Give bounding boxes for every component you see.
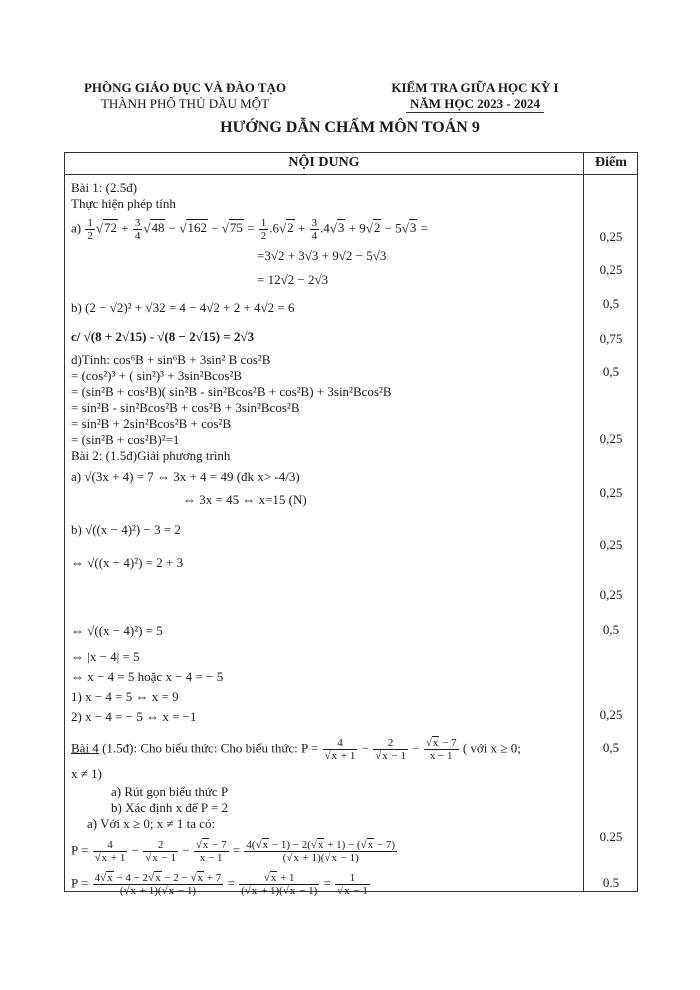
score-value: 0,5 [602, 296, 620, 311]
part-a-line-1: a) $\frac{1}{2}$ √72 + $\frac{3}{4}$ √48 − √162 − √75 = $\frac{1}{2}$ .6√2 + $\frac{3}{4}$ .4√3 + 9√2 − 5√3 = [71, 217, 428, 242]
eq-a-line-1: a) √(3x + 4) = 7 ⇔ 3x + 4 = 49 (đk x> -4/3) [71, 469, 300, 484]
score-value: 0.5 [602, 875, 620, 890]
eq-b-line-3: ⇔ √((x − 4)²) = 5 [71, 623, 163, 638]
task-b: b) Xác định x để P = 2 [111, 800, 228, 815]
school-year: NĂM HỌC 2023 - 2024 [406, 96, 544, 113]
problem-4-statement: Bài 4 (1.5đ): Cho biểu thức: Cho biểu thức: P = $\frac{4}{√x + 1}$ − $\frac{2}{√x - 1}$ − $\frac{√x - 7}{x - 1}$ ( với x ≥ 0; [71, 737, 521, 762]
part-a-line-2: =3√2 + 3√3 + 9√2 − 5√3 [257, 248, 387, 263]
eq-a-line-2: ⇔ 3x = 45 ⇔ x=15 (N) [183, 492, 307, 507]
p-label-2: P = [71, 875, 89, 891]
part-d-line-6: = (sin²B + cos²B)²=1 [71, 432, 180, 447]
p-label: P = [71, 842, 89, 858]
part-d-line-1: d)Tính: cos⁶B + sin⁶B + 3sin² B cos²B [71, 352, 271, 367]
exam-name: KIỂM TRA GIỮA HỌC KỲ I [391, 80, 559, 95]
problem-1-instruction: Thực hiện phép tính [71, 196, 176, 211]
problem-4-condition: ( với x ≥ 0; [462, 740, 521, 756]
solution-intro: a) Với x ≥ 0; x ≠ 1 ta có: [87, 816, 216, 831]
eq-b-line-2: ⇔ √((x − 4)²) = 2 + 3 [71, 555, 184, 570]
eq-b-line-4: ⇔ |x − 4| = 5 [71, 649, 140, 664]
header-divider [65, 174, 637, 175]
solution-step-1: P = $\frac{4}{√x + 1}$ − $\frac{2}{√x - 1}$ − $\frac{√x - 7}{x - 1}$ = $\frac{4(√x - 1) - 2(√x + 1) - (√x - 7)}{(√x + 1)(√x - 1)}$ [71, 839, 396, 864]
score-value: 0,25 [599, 707, 623, 722]
score-value: 0,25 [599, 587, 623, 602]
score-value: 0,5 [602, 364, 620, 379]
page-title: HƯỚNG DẪN CHẤM MÔN TOÁN 9 [220, 119, 480, 136]
problem-4-condition-cont: x ≠ 1) [71, 766, 102, 781]
score-value: 0,75 [599, 331, 623, 346]
part-d-line-2: = (cos²)³ + ( sin²)³ + 3sin²Bcos²B [71, 368, 243, 383]
problem-1-heading: Bài 1: (2.5đ) [71, 180, 138, 195]
score-value: 0.25 [599, 829, 623, 844]
problem-4-text: (1.5đ): Cho biểu thức: Cho biểu thức: P = [98, 740, 319, 756]
header-left [70, 80, 300, 112]
part-d-line-5: = sin²B + 2sin²Bcos²B + cos²B [71, 416, 232, 431]
solution-step-2: P = $\frac{4√x - 4 - 2√x - 2 - √x + 7}{(√x + 1)(√x - 1)}$ = $\frac{√x + 1}{(√x + 1)(√x - 1)}$ = $\frac{1}{√x - 1}$ [71, 872, 368, 897]
score-value: 0,25 [599, 537, 623, 552]
problem-2-heading: Bài 2: (1.5đ)Giải phương trình [71, 448, 231, 463]
part-b-line: b) (2 − √2)² + √32 = 4 − 4√2 + 2 + 4√2 = 6 [71, 300, 295, 315]
department-name: PHÒNG GIÁO DỤC VÀ ĐÀO TẠO [83, 80, 287, 95]
eq-b-line-6: 1) x − 4 = 5 ⇔ x = 9 [71, 689, 179, 704]
eq-b-line-5: ⇔ x − 4 = 5 hoặc x − 4 = − 5 [71, 669, 224, 684]
column-header-content: NỘI DUNG [288, 155, 360, 170]
part-d-line-4: = sin²B - sin²Bcos²B + cos²B + 3sin²Bcos²B [71, 400, 300, 415]
part-a-label: a) [71, 220, 82, 236]
problem-4-label: Bài 4 [71, 740, 99, 756]
header-right [360, 80, 590, 113]
score-value: 0,5 [602, 622, 620, 637]
task-a: a) Rút gọn biểu thức P [111, 784, 229, 799]
part-d-line-3: = (sin²B + cos²B)( sin²B - sin²Bcos²B + cos²B) + 3sin²Bcos²B [71, 384, 392, 399]
city-name: THÀNH PHỐ THỦ DẦU MỘT [100, 96, 270, 111]
score-column [583, 177, 639, 890]
part-c-line: c/ √(8 + 2√15) - √(8 − 2√15) = 2√3 [71, 329, 255, 344]
eq-b-line-7: 2) x − 4 = − 5 ⇔ x = −1 [71, 709, 197, 724]
score-value: 0,25 [599, 485, 623, 500]
answer-content [71, 177, 579, 897]
score-value: 0,25 [599, 431, 623, 446]
score-value: 0,5 [602, 740, 620, 755]
score-value: 0,25 [599, 229, 623, 244]
part-a-line-3: = 12√2 − 2√3 [257, 272, 329, 287]
eq-b-line-1: b) √((x − 4)²) − 3 = 2 [71, 522, 181, 537]
column-header-score: Điểm [595, 155, 627, 170]
grading-table [64, 152, 638, 897]
score-value: 0,25 [599, 262, 623, 277]
